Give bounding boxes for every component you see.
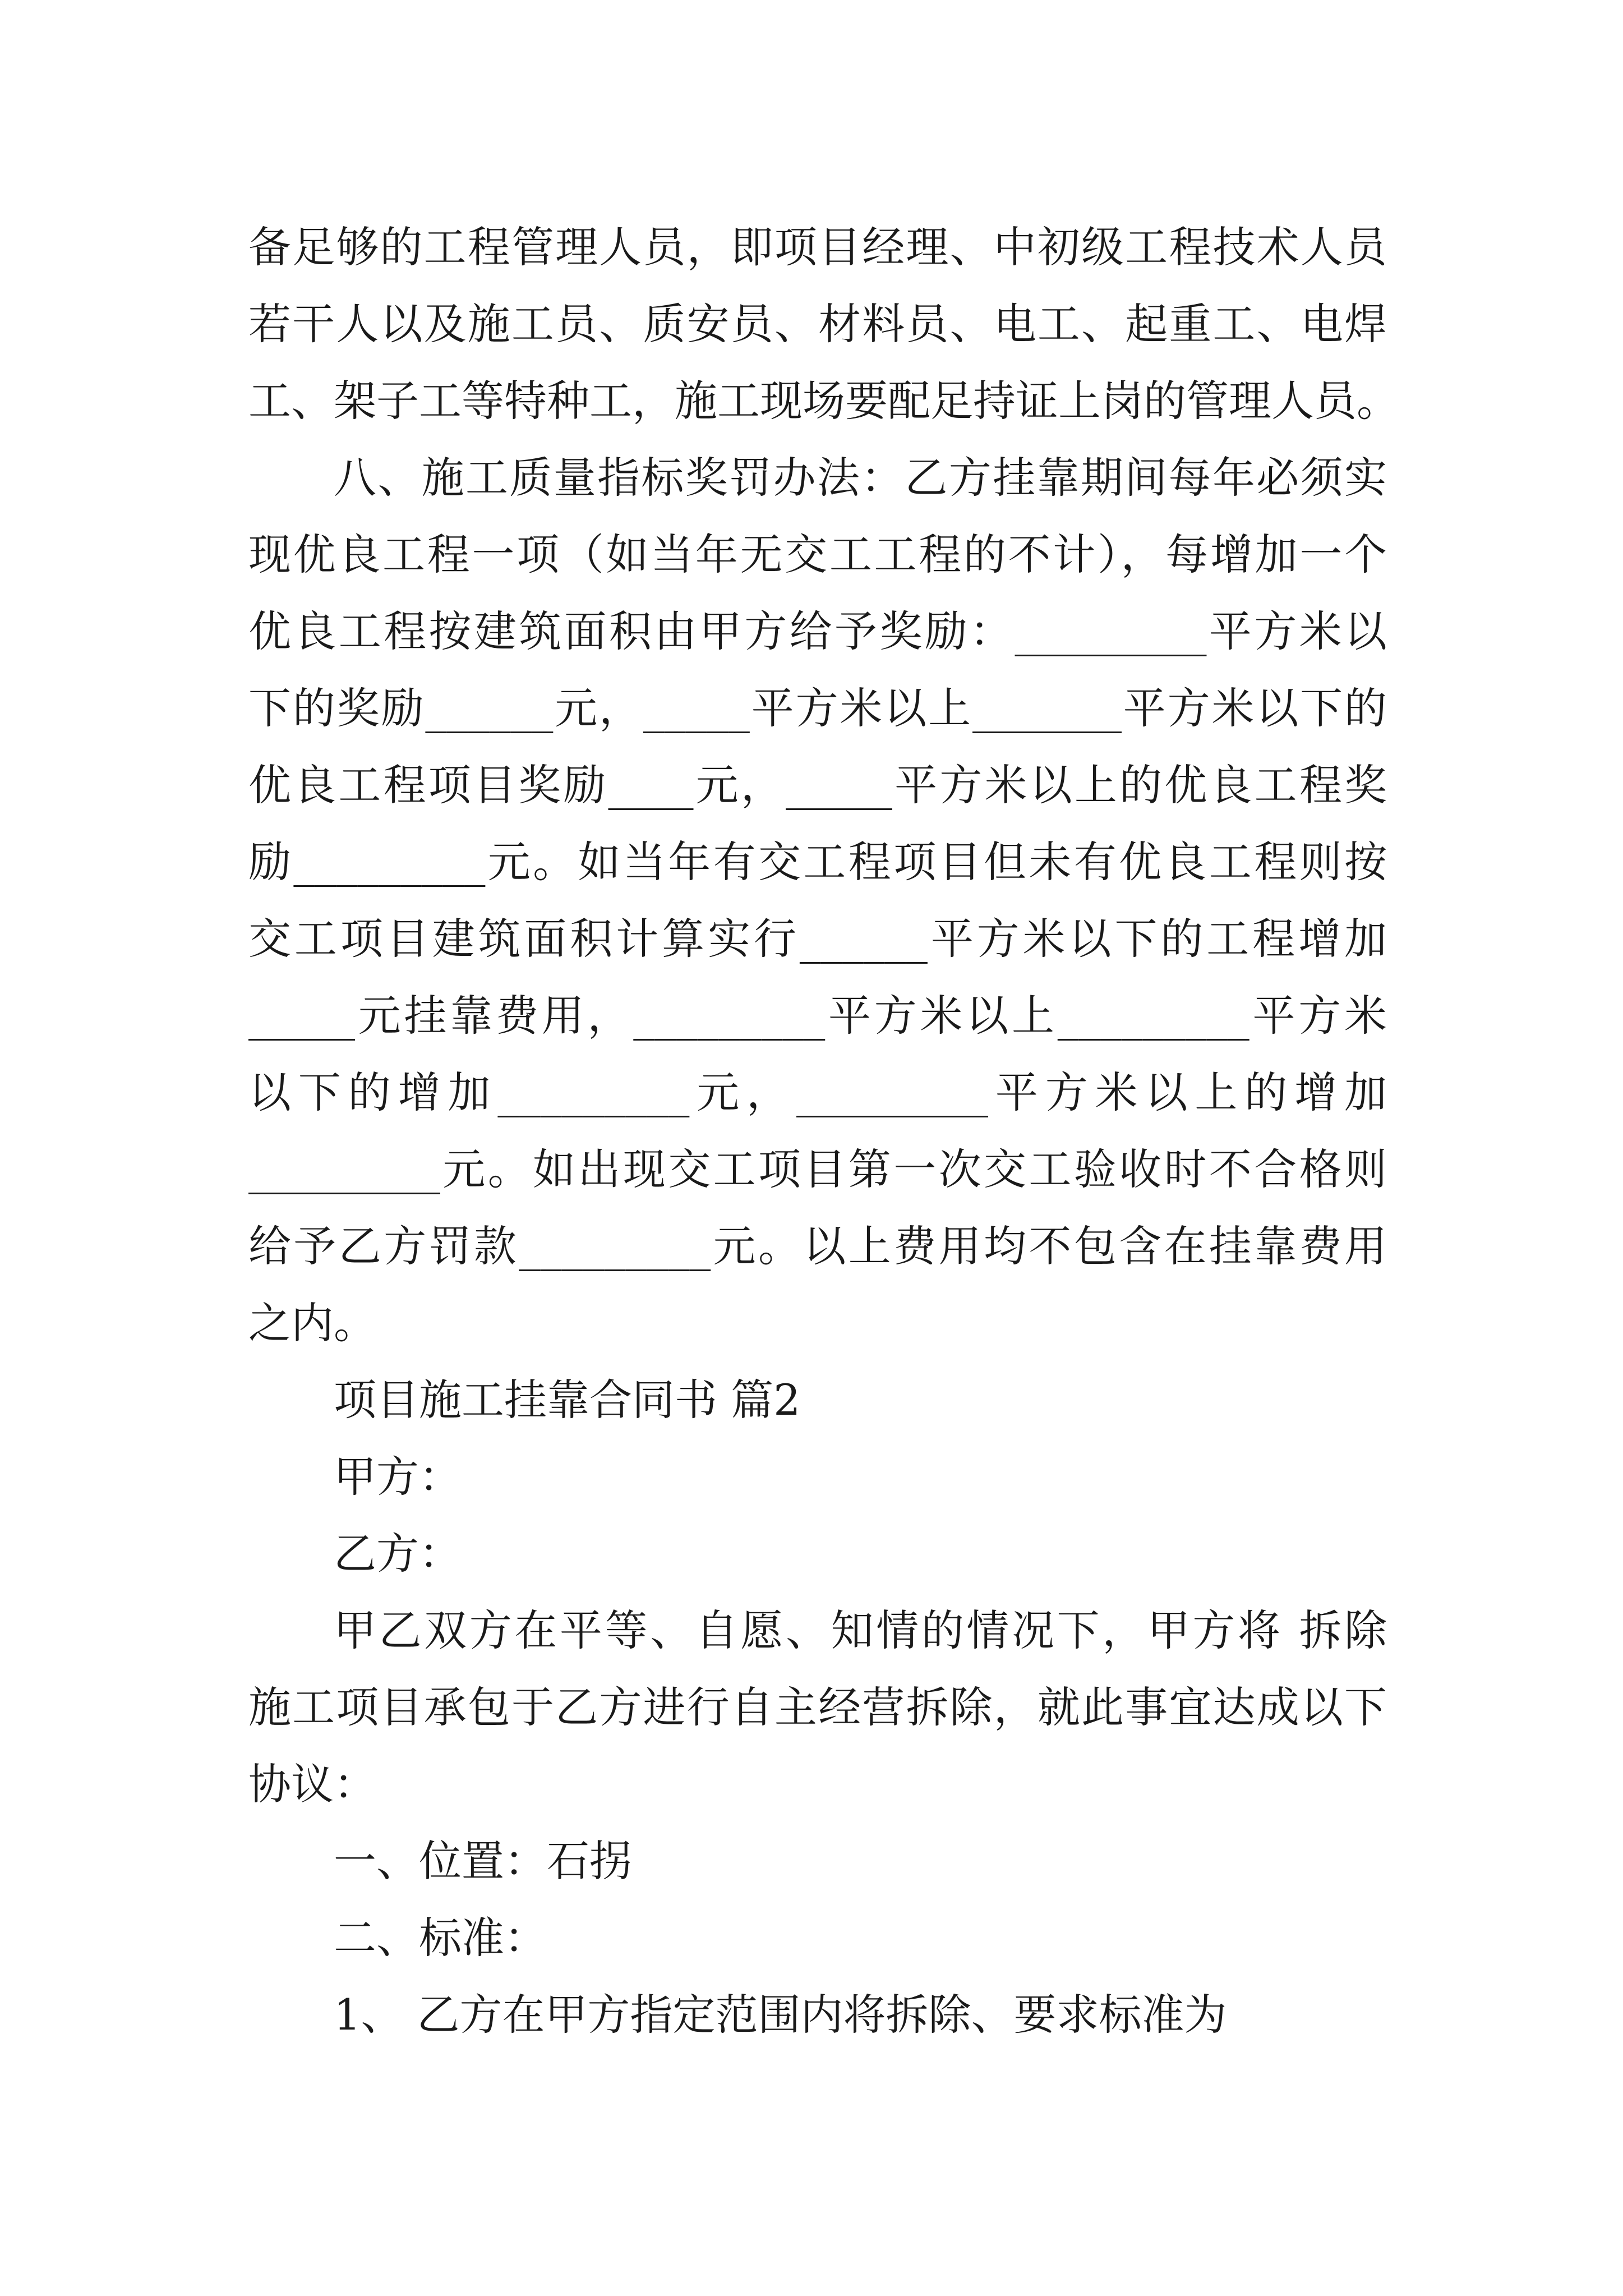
text-line: _________元。如出现交工项目第一次交工验收时不合格则: [248, 1144, 1387, 1194]
text-line: 工、架子工等特种工，施工现场要配足持证上岗的管理人员。: [248, 376, 1399, 426]
text-line: 备足够的工程管理人员，即项目经理、中初级工程技术人员: [248, 222, 1387, 272]
text-line: 励_________元。如当年有交工程项目但未有优良工程则按: [248, 837, 1387, 887]
text-line: 交工项目建筑面积计算实行______平方米以下的工程增加: [248, 914, 1387, 964]
text-line: 下的奖励______元，_____平方米以上_______平方米以下的: [248, 683, 1387, 733]
text-line: 一、位置：石拐: [334, 1836, 632, 1886]
text-line: 乙方：: [334, 1529, 462, 1579]
text-line: 优良工程项目奖励____元，_____平方米以上的优良工程奖: [248, 760, 1387, 810]
text-line: 二、标准：: [334, 1913, 547, 1963]
text-line: 八、施工质量指标奖罚办法：乙方挂靠期间每年必须实: [334, 453, 1387, 503]
text-line: 协议：: [248, 1759, 376, 1809]
document-body: [248, 209, 1399, 2053]
text-line: 优良工程按建筑面积由甲方给予奖励：_________平方米以: [248, 606, 1387, 656]
text-line: 之内。: [248, 1298, 376, 1348]
text-line: 1、 乙方在甲方指定范围内将拆除、要求标准为: [334, 1990, 1227, 2040]
text-line: 施工项目承包于乙方进行自主经营拆除，就此事宜达成以下: [248, 1682, 1387, 1732]
text-line: _____元挂靠费用，_________平方米以上_________平方米: [248, 991, 1387, 1041]
text-line: 以下的增加_________元，_________平方米以上的增加: [248, 1068, 1387, 1117]
text-line: 若干人以及施工员、质安员、材料员、电工、起重工、电焊: [248, 299, 1387, 349]
text-line: 项目施工挂靠合同书 篇2: [334, 1375, 801, 1425]
text-line: 现优良工程一项（如当年无交工工程的不计），每增加一个: [248, 530, 1387, 579]
text-line: 给予乙方罚款_________元。以上费用均不包含在挂靠费用: [248, 1221, 1387, 1271]
text-line: 甲方：: [334, 1452, 462, 1502]
text-line: 甲乙双方在平等、自愿、知情的情况下，甲方将 拆除: [334, 1605, 1387, 1655]
